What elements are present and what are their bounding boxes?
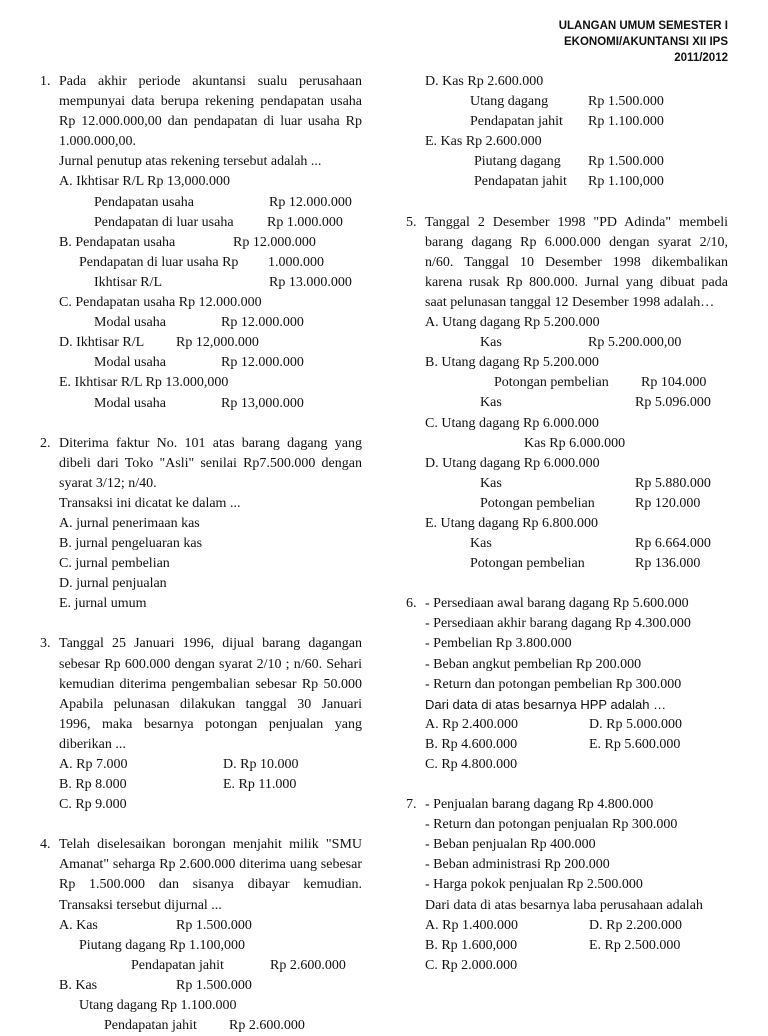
option-a: A. jurnal penerimaan kas	[59, 515, 200, 531]
journal-line: Potongan pembelian Rp 136.000	[470, 556, 701, 572]
option-d: D. Utang dagang Rp 6.000.000	[425, 455, 600, 471]
option-e: E. Rp 5.600.000	[589, 736, 681, 752]
option-row	[425, 715, 728, 735]
question-3	[40, 634, 362, 815]
option-d: D. Rp 10.000	[223, 757, 299, 772]
data-item: - Harga pokok penjualan Rp 2.500.000	[425, 877, 643, 893]
option-e: E. Kas Rp 2.600.000	[425, 134, 542, 150]
option-b: B. jurnal pengeluaran kas	[59, 536, 203, 552]
question-5	[406, 213, 728, 575]
question-stem: Tanggal 2 Desember 1998 "PD Adinda" membeli barang dagang Rp 6.000.000 dengan syarat 2/10, n/60. Tanggal 10 Desember 1998 dikembalikan karena rusak Rp 800.000. Jurnal yang dibuat pada saat pelunasan tanggal 12 Desember 1998 adalah…	[425, 214, 728, 310]
option-e: E. Rp 11.000	[223, 777, 297, 793]
question-number: 2.	[40, 435, 51, 451]
option-e: E. Utang dagang Rp 6.800.000	[425, 515, 599, 531]
question-prompt: Dari data di atas besarnya HPP adalah …	[425, 696, 667, 712]
option-row	[425, 936, 728, 956]
data-item: - Beban penjualan Rp 400.000	[425, 837, 596, 853]
exam-header	[559, 18, 728, 66]
option-d: D. Rp 5.000.000	[589, 716, 682, 732]
data-item: - Beban angkut pembelian Rp 200.000	[425, 656, 642, 672]
data-item: - Beban administrasi Rp 200.000	[425, 857, 610, 873]
question-number: 5.	[406, 214, 417, 230]
option-b: B. Rp 1.600,000	[425, 937, 518, 953]
question-number: 4.	[40, 837, 51, 853]
journal-line: Pendapatan jahit Rp 2.600.000	[104, 1018, 305, 1034]
question-number: 1.	[40, 74, 51, 89]
journal-line: Kas Rp 5.200.000,00	[480, 335, 682, 351]
data-item: - Persediaan akhir barang dagang Rp 4.300.000	[425, 616, 691, 632]
question-prompt: Dari data di atas besarnya laba perusahaan adalah	[425, 897, 703, 913]
option-e: E. Rp 2.500.000	[589, 937, 681, 953]
option-row	[425, 735, 728, 755]
question-number: 7.	[406, 797, 417, 813]
option-row	[425, 916, 728, 936]
data-item: - Penjualan barang dagang Rp 4.800.000	[425, 797, 654, 813]
question-7	[406, 795, 728, 976]
left-column	[40, 72, 362, 1036]
question-stem: Telah diselesaikan borongan menjahit milik "SMU Amanat" seharga Rp 2.600.000 diterima uang sebesar Rp 1.500.000 dan sisanya dibayar kemudian. Transaksi tersebut dijurnal ...	[59, 837, 362, 913]
option-b: B. Rp 8.000	[59, 777, 127, 793]
option-b: B. Rp 4.600.000	[425, 736, 518, 752]
option-d: D. Ikhtisar R/L Rp 12,000.000	[59, 335, 259, 351]
option-c: C. Rp 4.800.000	[425, 757, 518, 772]
journal-line: Kas Rp 6.664.000	[470, 536, 711, 552]
journal-line: Utang dagang Rp 1.500.000	[470, 94, 664, 110]
journal-line: Kas Rp 6.000.000	[524, 435, 626, 451]
journal-line: Kas Rp 5.880.000	[480, 475, 711, 491]
journal-line: Modal usaha Rp 13,000.000	[94, 395, 304, 411]
option-c: C. Rp 9.000	[59, 797, 127, 813]
question-number: 3.	[40, 636, 51, 652]
journal-line: Utang dagang Rp 1.100.000	[79, 998, 237, 1014]
journal-line: Pendapatan jahit Rp 1.100,000	[474, 174, 664, 190]
option-e: E. Ikhtisar R/L Rp 13.000,000	[59, 375, 229, 391]
data-item: - Pembelian Rp 3.800.000	[425, 636, 572, 652]
option-c: C. Utang dagang Rp 6.000.000	[425, 415, 599, 431]
journal-line: Modal usaha Rp 12.000.000	[94, 315, 304, 331]
journal-line: Pendapatan jahit Rp 2.600.000	[131, 957, 346, 973]
option-a: A. Kas Rp 1.500.000	[59, 917, 252, 933]
journal-line: Pendapatan di luar usaha Rp 1.000.000	[79, 254, 324, 270]
journal-line: Piutang dagang Rp 1.500.000	[474, 154, 664, 170]
option-row	[59, 755, 362, 775]
question-prompt: Jurnal penutup atas rekening tersebut adalah ...	[59, 154, 322, 170]
exam-subject: EKONOMI/AKUNTANSI XII IPS	[564, 36, 728, 48]
option-b: B. Utang dagang Rp 5.200.000	[425, 355, 599, 371]
option-a: A. Rp 7.000	[59, 757, 128, 772]
journal-line: Potongan pembelian Rp 120.000	[480, 495, 701, 511]
option-c: C. Rp 2.000.000	[425, 957, 518, 973]
option-a: A. Rp 1.400.000	[425, 917, 518, 933]
option-d: D. Kas Rp 2.600.000	[425, 74, 544, 89]
exam-title: ULANGAN UMUM SEMESTER I	[558, 20, 728, 32]
exam-year: 2011/2012	[674, 52, 728, 64]
journal-line: Pendapatan di luar usaha Rp 1.000.000	[94, 214, 343, 230]
option-row	[59, 775, 362, 795]
question-2	[40, 434, 362, 615]
journal-line: Pendapatan jahit Rp 1.100.000	[470, 114, 664, 130]
option-a: A. Rp 2.400.000	[425, 716, 518, 732]
journal-line: Ikhtisar R/L Rp 13.000.000	[94, 274, 352, 290]
option-a: A. Utang dagang Rp 5.200.000	[425, 315, 600, 331]
journal-line: Potongan pembelian Rp 104.000	[494, 375, 707, 391]
option-b: B. Pendapatan usaha Rp 12.000.000	[59, 234, 316, 250]
data-item: - Return dan potongan penjualan Rp 300.000	[425, 817, 678, 833]
question-stem: Tanggal 25 Januari 1996, dijual barang dagangan sebesar Rp 600.000 dengan syarat 2/10 ; n/60. Sehari kemudian diterima pengembalian sebesar Rp 50.000 Apabila pelunasan dilakukan tanggal 30 Januari 1996, maka besarnya potongan penjualan yang diberikan ...	[59, 636, 362, 752]
data-item: - Return dan potongan pembelian Rp 300.000	[425, 676, 682, 692]
option-d: D. jurnal penjualan	[59, 576, 167, 592]
question-stem: Diterima faktur No. 101 atas barang dagang yang dibeli dari Toko "Asli" senilai Rp7.500.000 dengan syarat 3/12; n/40.	[59, 435, 362, 491]
question-prompt: Transaksi ini dicatat ke dalam ...	[59, 495, 241, 511]
question-1	[40, 72, 362, 414]
journal-line: Modal usaha Rp 12.000.000	[94, 355, 304, 371]
option-e: E. jurnal umum	[59, 596, 147, 612]
option-b: B. Kas Rp 1.500.000	[59, 977, 252, 993]
journal-line: Piutang dagang Rp 1.100,000	[79, 937, 246, 953]
journal-line: Pendapatan usaha Rp 12.000.000	[94, 194, 352, 210]
question-4-continued	[406, 72, 728, 193]
option-d: D. Rp 2.200.000	[589, 917, 682, 933]
option-c: C. Pendapatan usaha Rp 12.000.000	[59, 295, 262, 311]
option-a: A. Ikhtisar R/L Rp 13,000.000	[59, 174, 230, 190]
option-c: C. jurnal pembelian	[59, 556, 170, 572]
question-6	[406, 594, 728, 775]
journal-line: Kas Rp 5.096.000	[480, 395, 711, 411]
question-stem: Pada akhir periode akuntansi sualu perusahaan mempunyai data berupa rekening pendapatan usaha Rp 12.000.000,00 dan pendapatan di luar usaha Rp 1.000.000,00.	[59, 74, 362, 150]
question-4	[40, 835, 362, 1036]
data-item: - Persediaan awal barang dagang Rp 5.600.000	[425, 596, 689, 612]
right-column	[406, 72, 728, 976]
question-number: 6.	[406, 596, 417, 612]
